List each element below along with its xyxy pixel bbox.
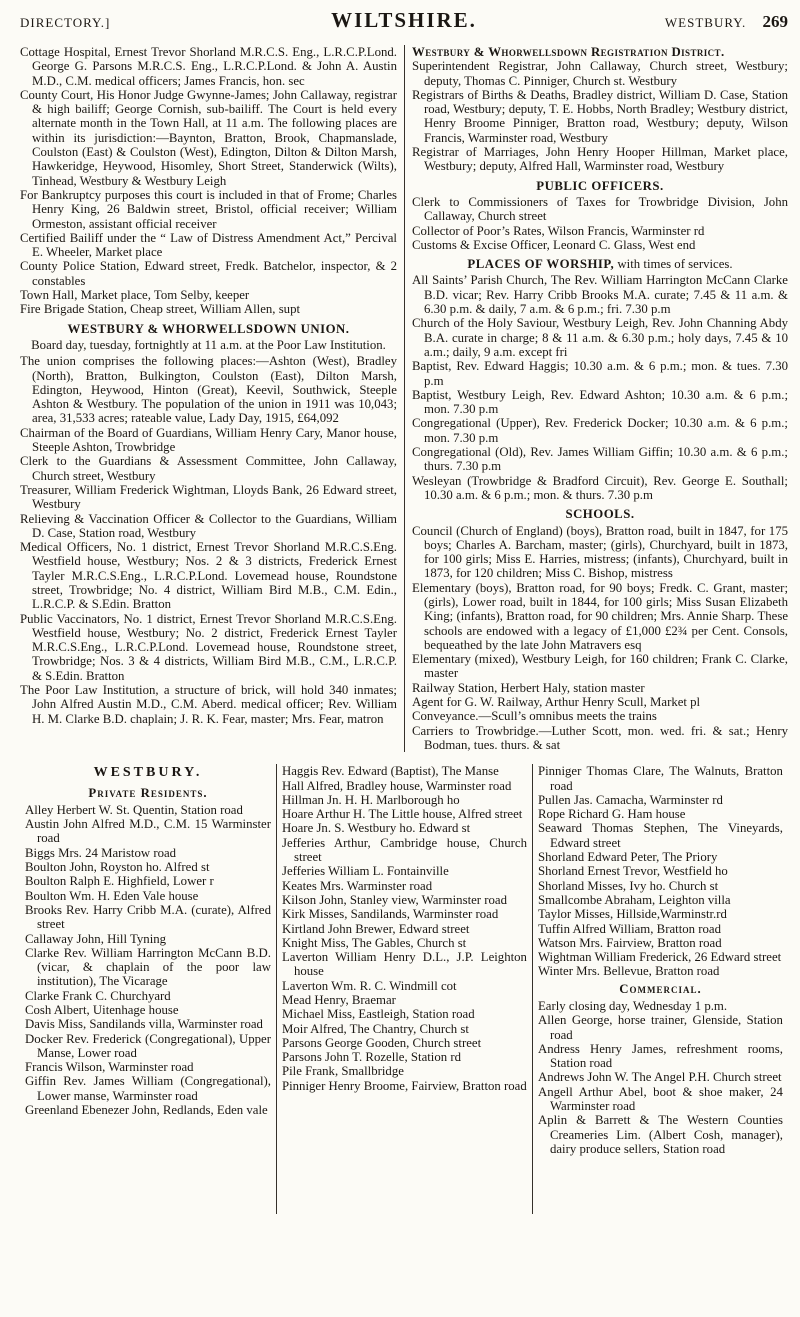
header-left-text: DIRECTORY.] [20, 15, 111, 30]
directory-entry: Shorland Edward Peter, The Priory [537, 850, 718, 865]
directory-entry: Austin John Alfred M.D., C.M. 15 Warminster road [25, 817, 271, 846]
page-header [20, 8, 788, 33]
directory-entry: Carriers to Trowbridge.—Luther Scott, mon. wed. fri. & sat.; Henry Bodman, tues. thurs. & sat [412, 723, 788, 752]
directory-entry: All Saints’ Parish Church, The Rev. William Harrington McCann Clarke B.D. vicar; Rev. Harry Cribb Brooks M.A. curate; 7.45 & 11 a.m. & 6.30 p.m. & daily, 7 a.m. & 6 p.m.; fri. 7.30 p.m [412, 273, 788, 317]
bottom-column-1 [20, 764, 276, 1214]
directory-entry: Biggs Mrs. 24 Maristow road [25, 845, 177, 860]
section-subheading: Board day, tuesday, fortnightly at 11 a.m. at the Poor Law Institution. [31, 337, 386, 352]
directory-entry: Collector of Poor’s Rates, Wilson Francis, Warminster rd [412, 223, 705, 238]
directory-entry: Baptist, Westbury Leigh, Rev. Edward Ashton; 10.30 a.m. & 6 p.m.; mon. 7.30 p.m [412, 387, 788, 417]
directory-entry: Hall Alfred, Bradley house, Warminster road [281, 778, 512, 793]
directory-entry: Hillman Jn. H. H. Marlborough ho [281, 792, 460, 807]
directory-entry: Agent for G. W. Railway, Arthur Henry Scull, Market pl [412, 695, 701, 710]
directory-entry: For Bankruptcy purposes this court is included in that of Frome; Charles Henry King, 26 Baldwin street, Bristol, official receiver; William Ormeston, assistant official receiver [20, 187, 397, 231]
directory-entry: Wesleyan (Trowbridge & Bradford Circuit), Rev. George E. Southall; 10.30 a.m. & 6 p.m.; mon. & thurs. 7.30 p.m [412, 473, 788, 502]
directory-entry: Clerk to the Guardians & Assessment Committee, John Callaway, Church street, Westbury [20, 454, 397, 483]
directory-entry: Mead Henry, Braemar [281, 993, 396, 1007]
directory-entry: Parsons John T. Rozelle, Station rd [281, 1050, 462, 1065]
directory-entry: Tuffin Alfred William, Bratton road [537, 921, 721, 936]
directory-entry: Wightman William Frederick, 26 Edward street [537, 950, 782, 965]
directory-entry: Kirtland John Brewer, Edward street [281, 921, 470, 936]
directory-entry: Customs & Excise Officer, Leonard C. Glass, West end [412, 237, 696, 252]
directory-entry: Elementary (mixed), Westbury Leigh, for 160 children; Frank C. Clarke, master [412, 652, 788, 681]
directory-entry: Boulton John, Royston ho. Alfred st [25, 860, 210, 875]
directory-entry: Aplin & Barrett & The Western Counties Creameries Lim. (Albert Cosh, manager), dairy produce sellers, Station road [537, 1113, 783, 1156]
directory-entry: Rope Richard G. Ham house [537, 807, 686, 822]
section-heading: Westbury & Whorwellsdown Registration District. [412, 45, 725, 59]
subsection-heading: Private Residents. [88, 785, 208, 800]
directory-entry: Registrar of Marriages, John Henry Hooper Hillman, Market place, Westbury; deputy, Alfred Hall, Warminster road, Westbury [412, 145, 788, 174]
directory-entry: Pinniger Thomas Clare, The Walnuts, Bratton road [537, 764, 783, 793]
directory-entry: County Police Station, Edward street, Fredk. Batchelor, inspector, & 2 constables [20, 259, 397, 288]
header-place-name: WESTBURY. [664, 15, 747, 30]
directory-entry: Andrews John W. The Angel P.H. Church street [537, 1070, 782, 1085]
directory-entry: Keates Mrs. Warminster road [281, 878, 433, 893]
directory-entry: Congregational (Old), Rev. James William Giffin; 10.30 a.m. & 6 p.m.; thurs. 7.30 p.m [412, 445, 788, 474]
directory-entry: The Poor Law Institution, a structure of brick, will hold 340 inmates; John Alfred Austin M.D., C.M. Aberd. medical officer; Rev. William H. M. Clarke B.D. chaplain; J. R. K. Fear, master; Mrs. Fear, matron [20, 683, 397, 726]
directory-entry: Hoare Arthur H. The Little house, Alfred street [281, 807, 523, 822]
directory-entry: Jefferies Arthur, Cambridge house, Church street [281, 835, 527, 865]
directory-entry: Pile Frank, Smallbridge [281, 1064, 404, 1079]
directory-entry: Pinniger Henry Broome, Fairview, Bratton road [281, 1078, 527, 1093]
top-left-column [20, 45, 404, 752]
directory-entry: Shorland Ernest Trevor, Westfield ho [537, 864, 728, 879]
directory-entry: Jefferies William L. Fontainville [281, 864, 449, 879]
directory-entry: Brooks Rev. Harry Cribb M.A. (curate), Alfred street [25, 902, 271, 932]
directory-entry: Watson Mrs. Fairview, Bratton road [537, 935, 722, 950]
directory-entry: Allen George, horse trainer, Glenside, Station road [537, 1013, 783, 1042]
directory-entry: Cosh Albert, Uitenhage house [25, 1003, 179, 1017]
directory-entry: Clarke Frank C. Churchyard [25, 988, 171, 1003]
directory-entry: Smallcombe Abraham, Leighton villa [537, 892, 731, 907]
directory-entry: Railway Station, Herbert Haly, station master [412, 680, 645, 695]
bottom-three-column-section [20, 764, 788, 1214]
directory-entry: Haggis Rev. Edward (Baptist), The Manse [281, 764, 499, 779]
directory-entry: Treasurer, William Frederick Wightman, Lloyds Bank, 26 Edward street, Westbury [20, 482, 397, 512]
directory-entry: Registrars of Births & Deaths, Bradley district, William D. Case, Station road, Westbury; deputy, T. E. Hobbs, North Bradley; Westbury district, Henry Broome Pinniger, Bratton road, Westbury; deputy, Wilson Francis, Warminster road, Westbury [412, 87, 788, 145]
section-heading: PLACES OF WORSHIP, with times of services. [467, 257, 733, 272]
directory-entry: Public Vaccinators, No. 1 district, Ernest Trevor Shorland M.R.C.S.Eng. Westfield house, Westbury; No. 2 district, Frederick Ernest Tayler M.R.C.S.Eng., L.R.C.P.Lond. Lovemead house, Roundstone street, Trowbridge; Nos. 3 & 4 districts, William Bird M.B., C.M., L.R.C.P. & S.Edin. Bratton [20, 611, 397, 683]
directory-entry: Town Hall, Market place, Tom Selby, keeper [20, 288, 250, 303]
directory-entry: Relieving & Vaccination Officer & Collector to the Guardians, William D. Case, Station road, Westbury [20, 511, 397, 540]
top-right-column [404, 45, 788, 752]
directory-entry: Shorland Misses, Ivy ho. Church st [537, 878, 719, 893]
directory-entry: Docker Rev. Frederick (Congregational), Upper Manse, Lower road [25, 1031, 271, 1060]
header-county-title: WILTSHIRE. [331, 8, 477, 32]
directory-entry: Church of the Holy Saviour, Westbury Leigh, Rev. John Channing Abdy B.A. curate in charge; 8 & 11 a.m. & 6.30 p.m.; holy days, 7.45 & 10 a.m.; daily, 9 a.m. except fri [412, 316, 788, 359]
directory-entry: County Court, His Honor Judge Gwynne-James; John Callaway, registrar & high bailiff; George Cornish, sub-bailiff. The Court is held every alternate month in the Town Hall, at 11 a.m. The following places are within its jurisdiction:—Baynton, Bratton, Brook, Chapmanslade, Coulston (East) & Coulston (West), Edington, Dilton & Dilton Marsh, Hawkeridge, Heywood, Hisomley, Short Street, Standerwick (Wilts), Tinhead, Westbury & Westbury Leigh [20, 87, 397, 188]
directory-entry: Parsons George Gooden, Church street [281, 1035, 482, 1050]
section-heading: WESTBURY & WHORWELLSDOWN UNION. [67, 321, 350, 336]
directory-entry: Chairman of the Board of Guardians, William Henry Cary, Manor house, Steeple Ashton, Trowbridge [20, 425, 397, 455]
directory-entry: Andress Henry James, refreshment rooms, Station road [537, 1041, 783, 1071]
directory-entry: Hoare Jn. S. Westbury ho. Edward st [281, 821, 471, 836]
section-heading: PUBLIC OFFICERS. [536, 178, 664, 193]
directory-entry: Pullen Jas. Camacha, Warminster rd [537, 792, 723, 807]
directory-entry: Moir Alfred, The Chantry, Church st [281, 1021, 469, 1036]
directory-entry: Clerk to Commissioners of Taxes for Trowbridge Division, John Callaway, Church street [412, 194, 788, 224]
directory-entry: Certified Bailiff under the “ Law of Distress Amendment Act,” Percival E. Wheeler, Market place [20, 230, 397, 260]
directory-entry: Knight Miss, The Gables, Church st [281, 935, 467, 950]
directory-entry: Baptist, Rev. Edward Haggis; 10.30 a.m. & 6 p.m.; mon. & tues. 7.30 p.m [412, 359, 788, 388]
directory-entry: Giffin Rev. James William (Congregational), Lower manse, Warminster road [25, 1074, 271, 1103]
directory-entry: Clarke Rev. William Harrington McCann B.D. (vicar, & chaplain of the poor law institution), The Vicarage [25, 945, 271, 989]
bottom-column-2 [276, 764, 532, 1214]
directory-entry: Early closing day, Wednesday 1 p.m. [537, 999, 728, 1013]
directory-entry: Michael Miss, Eastleigh, Station road [281, 1007, 475, 1022]
section-heading: SCHOOLS. [565, 507, 635, 522]
directory-entry: Alley Herbert W. St. Quentin, Station road [25, 802, 243, 817]
directory-entry: Laverton Wm. R. C. Windmill cot [281, 978, 457, 993]
directory-entry: Boulton Wm. H. Eden Vale house [25, 888, 199, 903]
directory-entry: The union comprises the following places:—Ashton (West), Bradley (North), Bratton, Bulkington, Coulston (East), Dilton Marsh, Edington, Heywood, Hinton (Great), Keevil, Southwick, Steeple Ashton & Westbury. The population of the union in 1911 was 10,043; area, 31,533 acres; rateable value, Lady Day, 1915, £64,092 [20, 354, 397, 426]
directory-entry: Fire Brigade Station, Cheap street, William Allen, supt [20, 302, 301, 317]
directory-entry: Davis Miss, Sandilands villa, Warminster road [25, 1017, 263, 1032]
bottom-column-3 [532, 764, 788, 1214]
directory-entry: Elementary (boys), Bratton road, for 90 boys; Fredk. C. Grant, master; (girls), Lower road, built in 1844, for 100 girls; Miss Susan Elizabeth King; (infants), Bratton road, for 90 children; Mrs. Annie Sharp. These schools are endowed with a legacy of £1,000 £2¾ per Cent. Consols, bequeathed by the late John Matravers esq [412, 580, 788, 652]
directory-entry: Kilson John, Stanley view, Warminster road [281, 892, 507, 907]
header-right [596, 12, 788, 32]
directory-entry: Francis Wilson, Warminster road [25, 1060, 194, 1075]
directory-entry: Boulton Ralph E. Highfield, Lower r [25, 874, 214, 889]
directory-entry: Winter Mrs. Bellevue, Bratton road [537, 964, 720, 979]
directory-entry: Greenland Ebenezer John, Redlands, Eden vale [25, 1103, 268, 1118]
directory-entry: Cottage Hospital, Ernest Trevor Shorland M.R.C.S. Eng., L.R.C.P.Lond. George G. Parsons M.R.C.S. Eng., L.R.C.P.Lond. & John A. Austin M.D., C.M. medical officers; James Francis, hon. sec [20, 45, 397, 88]
page-number: 269 [762, 12, 788, 31]
directory-entry: Superintendent Registrar, John Callaway, Church street, Westbury; deputy, Thomas C. Pinniger, Church st. Westbury [412, 59, 788, 88]
directory-entry: Seaward Thomas Stephen, The Vineyards, Edward street [537, 821, 783, 850]
directory-entry: Conveyance.—Scull’s omnibus meets the trains [412, 709, 657, 724]
directory-entry: Congregational (Upper), Rev. Frederick Docker; 10.30 a.m. & 6 p.m.; mon. 7.30 p.m [412, 416, 788, 445]
directory-entry: Council (Church of England) (boys), Bratton road, built in 1847, for 175 boys; Charles A. Barcham, master; (girls), Churchyard, built in 1873, for 100 girls; Miss E. Harries, mistress; (infants), Churchyard, built in 1873, for 120 children; Miss C. Bishop, mistress [412, 523, 788, 581]
directory-entry: Callaway John, Hill Tyning [25, 931, 167, 946]
subsection-heading: Commercial. [619, 981, 702, 996]
top-two-column-section [20, 45, 788, 752]
directory-entry: Kirk Misses, Sandilands, Warminster road [281, 907, 499, 922]
directory-entry: Medical Officers, No. 1 district, Ernest Trevor Shorland M.R.C.S.Eng. Westfield house, Westbury; Nos. 2 & 3 districts, Frederick Ernest Tayler M.R.C.S.Eng., L.R.C.P.Lond. Lovemead house, Roundstone street, Trowbridge; No. 4 district, William Bird M.B., C.M. Edin., L.R.C.P. & S.Edin. Bratton [20, 540, 397, 612]
directory-entry: Laverton William Henry D.L., J.P. Leighton house [281, 950, 527, 979]
directory-entry: Taylor Misses, Hillside,Warminstr.rd [537, 907, 727, 922]
place-heading: WESTBURY. [93, 765, 203, 781]
directory-entry: Angell Arthur Abel, boot & shoe maker, 24 Warminster road [537, 1084, 783, 1114]
